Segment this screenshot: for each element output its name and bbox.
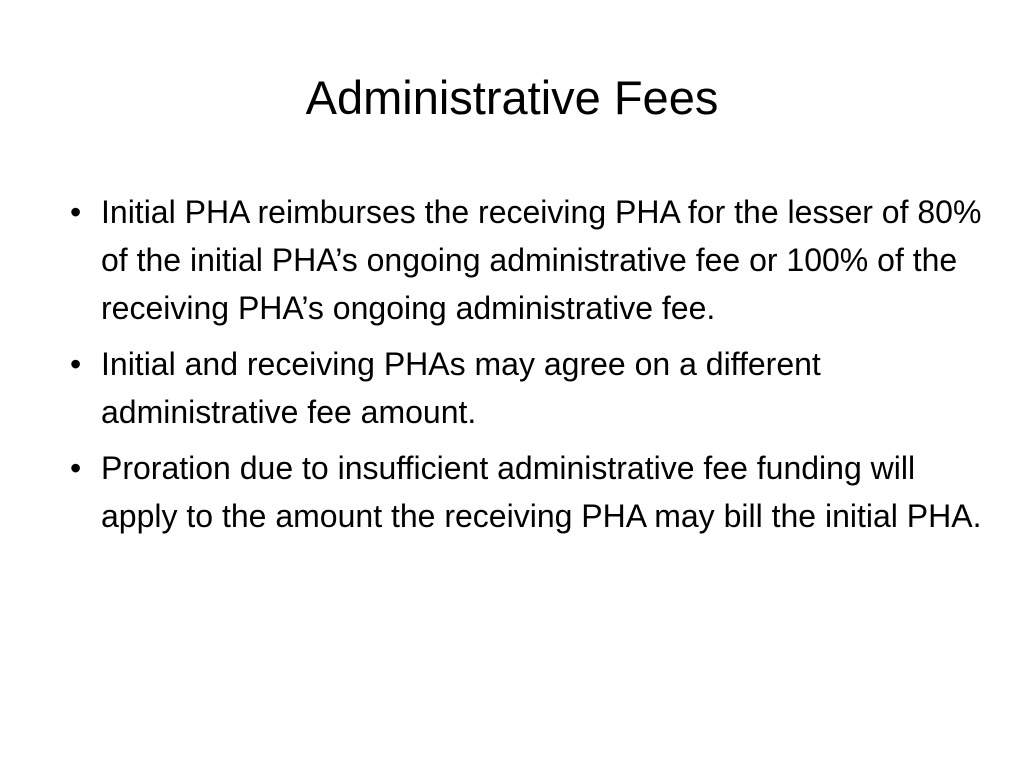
bullet-text: Initial and receiving PHAs may agree on a different administrative fee amount. bbox=[101, 346, 821, 430]
bullet-text: Initial PHA reimburses the receiving PHA for the lesser of 80% of the initial PHA’s ongoing administrative fee or 100% of the receiving PHA’s ongoing administrative fee. bbox=[101, 194, 982, 326]
bullet-item-agreement bbox=[70, 340, 990, 436]
bullet-list bbox=[70, 188, 990, 548]
bullet-icon: • bbox=[70, 194, 82, 230]
bullet-item-reimbursement bbox=[70, 188, 990, 332]
bullet-icon: • bbox=[70, 346, 82, 382]
bullet-item-proration bbox=[70, 444, 990, 540]
bullet-text: Proration due to insufficient administrative fee funding will apply to the amount the receiving PHA may bill the initial PHA. bbox=[101, 450, 982, 534]
bullet-icon: • bbox=[70, 450, 82, 486]
slide-title: Administrative Fees bbox=[305, 71, 719, 124]
